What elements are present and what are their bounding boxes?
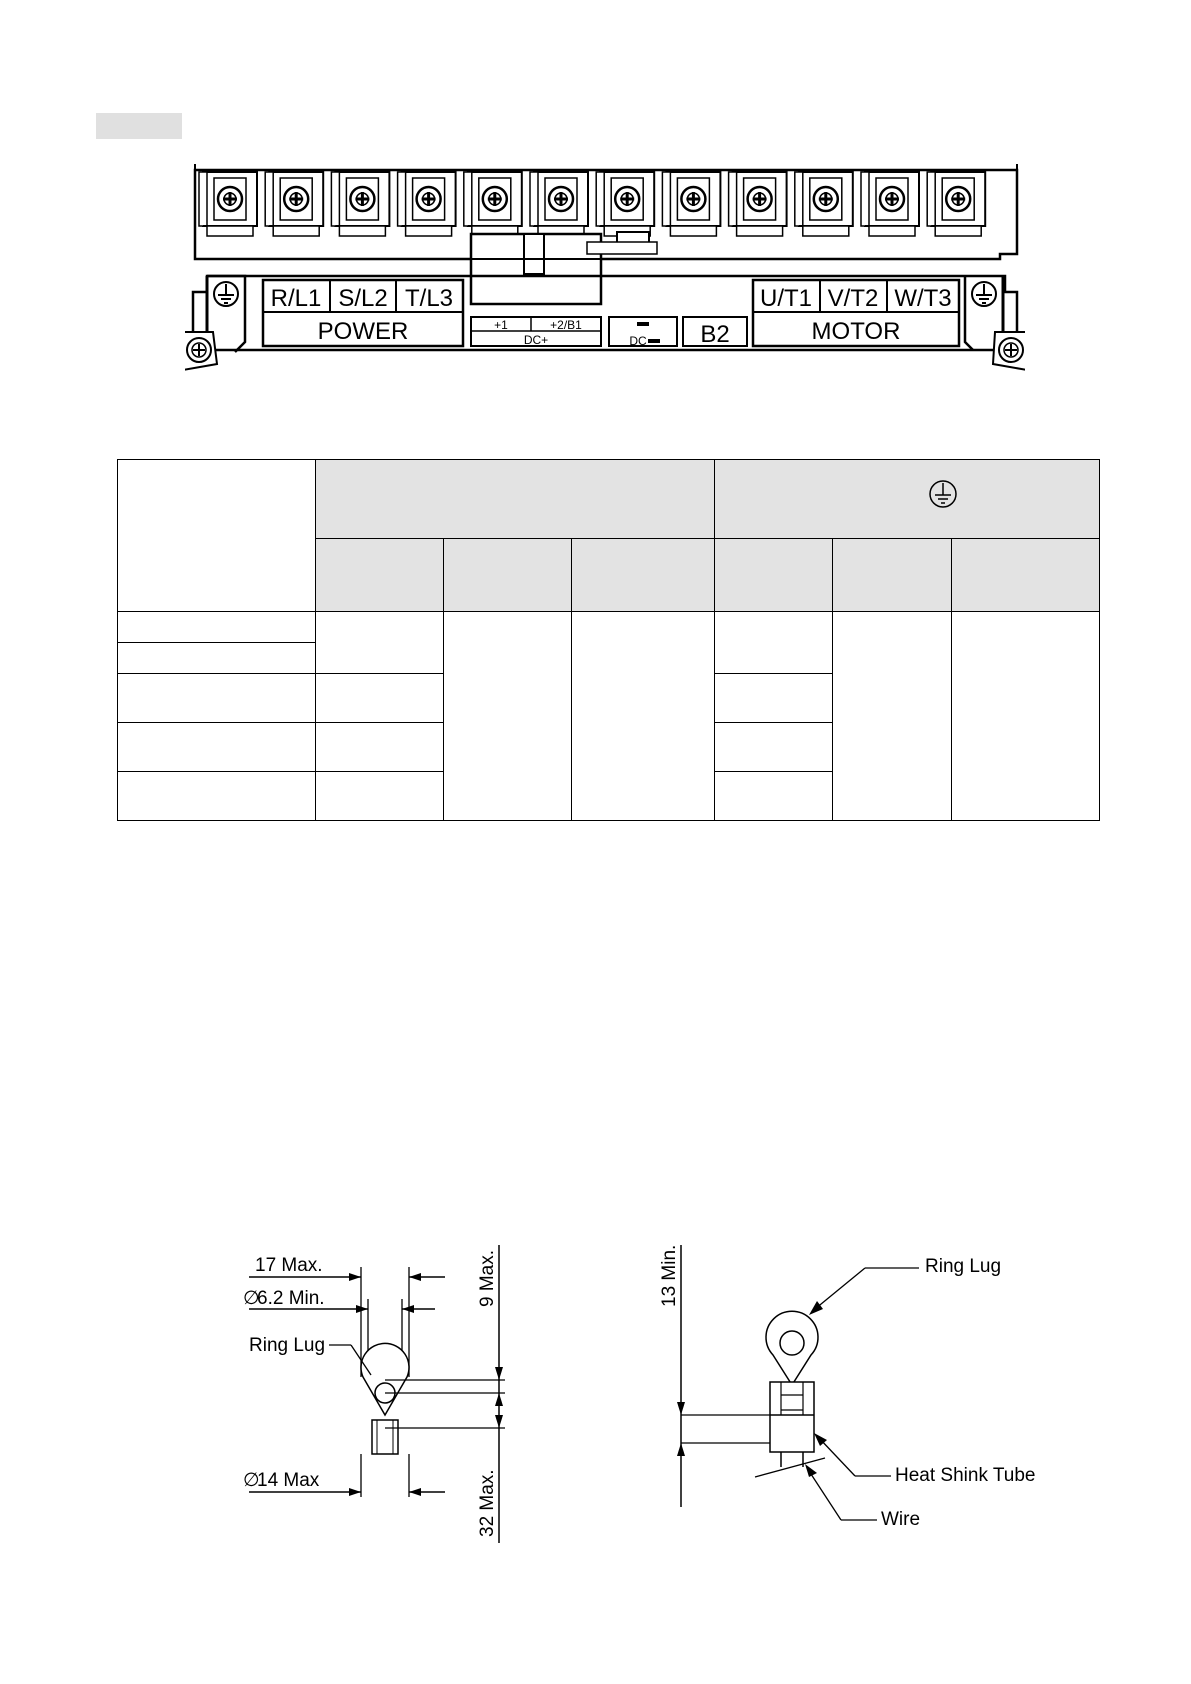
terminal-screw-icon [596, 172, 654, 236]
ring-lug-label: Ring Lug [249, 1335, 326, 1356]
ground-icon [214, 282, 238, 306]
table-cell [833, 612, 952, 821]
section-tag [96, 113, 182, 139]
terminal-screw-icon [729, 172, 787, 236]
table-subheader [715, 539, 833, 612]
dim-barrel-label: 14 Max [257, 1470, 320, 1491]
wire-spec-table [117, 459, 1100, 821]
table-cell [118, 643, 316, 674]
table-cell [572, 612, 715, 821]
table-subheader [833, 539, 952, 612]
motor-label: MOTOR [811, 318, 901, 345]
ring-lug-dimension-drawing [235, 1245, 535, 1545]
dc-minus-label: DC [629, 334, 647, 348]
terminal-tl3: T/L3 [404, 285, 454, 312]
terminal-b2: B2 [700, 321, 730, 348]
ground-icon [928, 479, 958, 509]
table-subheader [572, 539, 715, 612]
dim-bottom-label: 32 Max. [477, 1469, 498, 1537]
mount-screw-right [993, 332, 1025, 370]
terminal-screw-icon [530, 172, 588, 236]
ground-icon [972, 282, 996, 306]
terminal-screw-icon [861, 172, 919, 236]
table-subheader [952, 539, 1100, 612]
table-header-main-circuit [316, 460, 715, 539]
terminal-vt2: V/T2 [827, 285, 879, 312]
table-cell [118, 772, 316, 821]
table-cell [715, 723, 833, 772]
table-cell [715, 772, 833, 821]
wire-label: Wire [881, 1509, 921, 1530]
table-cell [444, 612, 572, 821]
table-cell [952, 612, 1100, 821]
table-cell [316, 674, 444, 723]
mount-screw-left [185, 332, 217, 370]
table-subheader [444, 539, 572, 612]
table-subheader [316, 539, 444, 612]
terminal-ut1: U/T1 [759, 285, 813, 312]
ring-lug-label: Ring Lug [925, 1256, 1002, 1277]
terminal-screw-icon [927, 172, 985, 236]
terminal-screw-icon [265, 172, 323, 236]
dc-plus-label: DC+ [523, 333, 549, 347]
terminal-sl2: S/L2 [338, 285, 388, 312]
dim-top-label: 9 Max. [477, 1249, 498, 1307]
table-cell [316, 772, 444, 821]
heat-shrink-label: Heat Shink Tube [895, 1465, 1036, 1486]
dim-width-label: 17 Max. [255, 1255, 323, 1276]
table-cell [118, 723, 316, 772]
terminal-screw-icon [662, 172, 720, 236]
table-header-model [118, 460, 316, 612]
terminal-screw-icon [464, 172, 522, 236]
terminal-screw-icon [795, 172, 853, 236]
table-cell [715, 612, 833, 674]
table-header-ground [715, 460, 1100, 539]
diameter-symbol: ∅ [243, 1470, 260, 1491]
table-cell [118, 612, 316, 643]
terminal-rl1: R/L1 [270, 285, 322, 312]
table-cell [316, 612, 444, 674]
terminal-screw-icon [398, 172, 456, 236]
ring-lug-heat-shrink-drawing [655, 1245, 1085, 1545]
dim-min-label: 13 Min. [659, 1245, 680, 1307]
terminal-plus2-b1: +2/B1 [550, 318, 582, 332]
terminal-screw-icon [331, 172, 389, 236]
table-cell [118, 674, 316, 723]
table-cell [715, 674, 833, 723]
terminal-block-diagram [185, 164, 1025, 376]
diameter-symbol: ∅ [243, 1288, 260, 1309]
dim-hole-label: 6.2 Min. [257, 1288, 325, 1309]
terminal-screw-icon [199, 172, 257, 236]
terminal-wt3: W/T3 [894, 285, 952, 312]
power-label: POWER [317, 318, 409, 345]
table-cell [316, 723, 444, 772]
screw-row [199, 172, 985, 236]
terminal-plus1: +1 [494, 318, 508, 332]
